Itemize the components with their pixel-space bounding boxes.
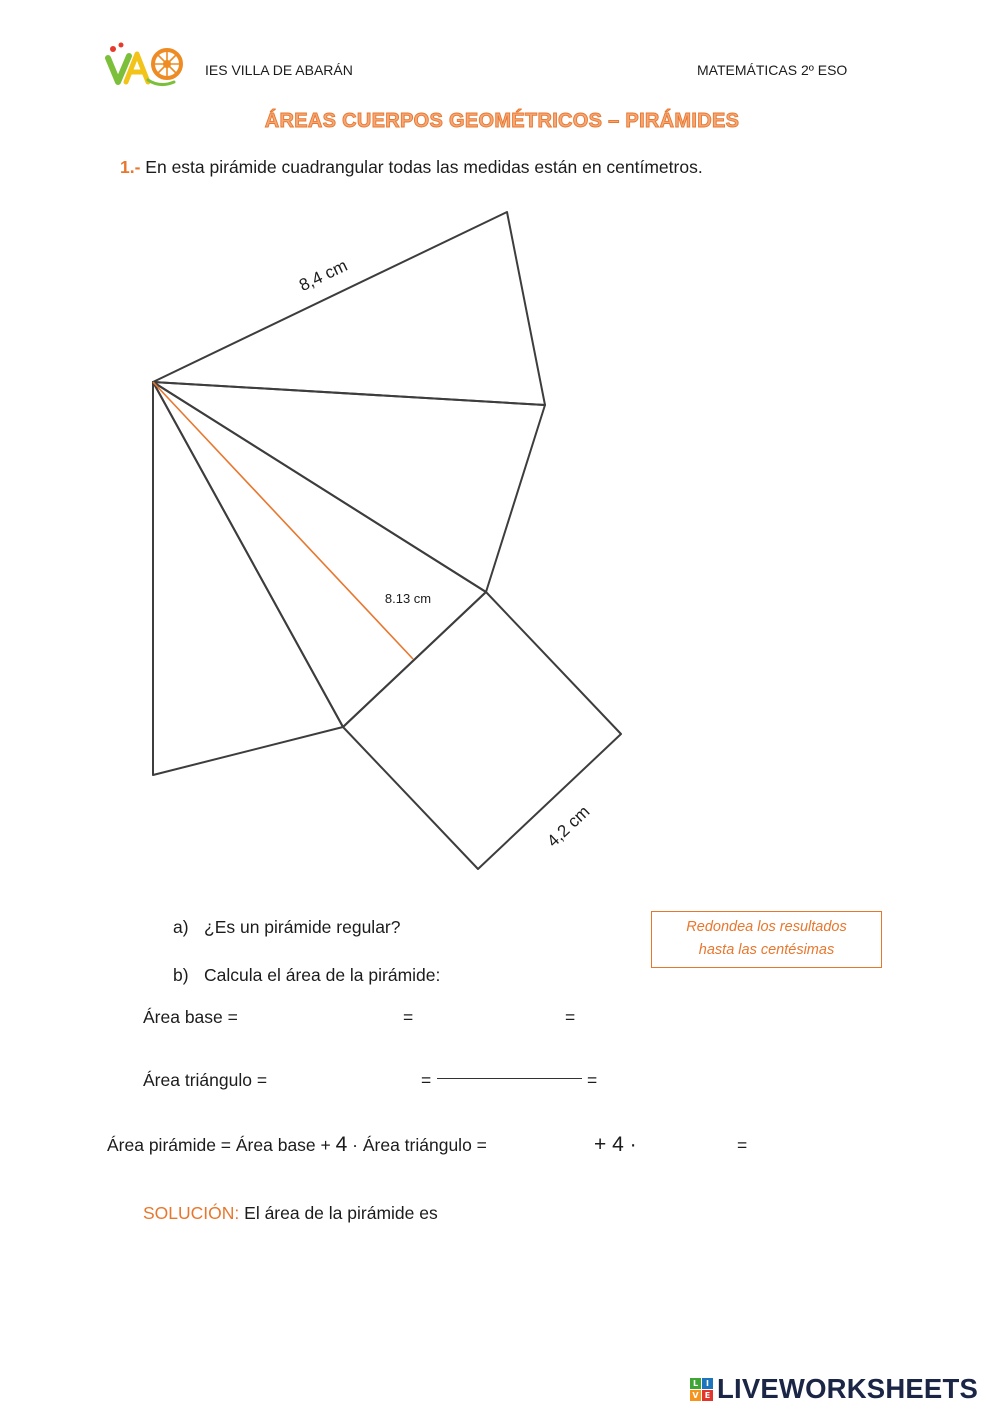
exercise-statement [120, 156, 703, 178]
subject-name: MATEMÁTICAS 2º ESO [697, 62, 848, 78]
icon-letter-v: V [690, 1390, 701, 1401]
exercise-text: En esta pirámide cuadrangular todas las medidas están en centímetros. [140, 157, 703, 177]
question-a-marker: a) [173, 917, 189, 937]
lateral-face-3 [153, 382, 486, 727]
exercise-number: 1.- [120, 157, 141, 177]
question-b-text: Calcula el área de la pirámide: [204, 965, 441, 985]
plus-sign: + [594, 1133, 613, 1156]
solution-label: SOLUCIÓN: [143, 1203, 240, 1223]
liveworksheets-logo[interactable] [690, 1372, 978, 1406]
area-pyramid-label-b: · Área triángulo = [347, 1135, 487, 1155]
area-base-equals-2: = [565, 1007, 576, 1027]
solution-text: El área de la pirámide es [239, 1203, 438, 1223]
liveworksheets-icon [690, 1378, 713, 1401]
area-pyramid-label-a: Área pirámide = Área base + [107, 1135, 336, 1155]
area-triangle-equals-2: = [587, 1070, 598, 1090]
lateral-face-1 [153, 212, 545, 405]
area-triangle-label: Área triángulo = [143, 1070, 268, 1090]
icon-letter-e: E [702, 1390, 713, 1401]
liveworksheets-brand: LIVEWORKSHEETS [717, 1373, 979, 1404]
lateral-edge-label: 8,4 cm [296, 255, 351, 296]
area-pyramid-equals: = [737, 1135, 748, 1155]
area-base-equals-1: = [403, 1007, 414, 1027]
fraction-bar [437, 1078, 582, 1079]
multiply-dot: · [623, 1133, 637, 1156]
area-pyramid-substitution [594, 1134, 637, 1156]
pyramid-net-diagram [0, 190, 700, 890]
school-logo-icon [104, 40, 186, 90]
area-base-label: Área base = [143, 1007, 238, 1027]
apothem-label: 8.13 cm [384, 591, 432, 606]
solution-line [143, 1202, 438, 1224]
icon-letter-i: I [702, 1378, 713, 1389]
area-pyramid-factor: 4 [335, 1133, 348, 1156]
question-a-text: ¿Es un pirámide regular? [204, 917, 401, 937]
school-name: IES VILLA DE ABARÁN [205, 62, 353, 78]
rounding-note-line1: Redondea los resultados [686, 919, 847, 935]
base-edge-label: 4,2 cm [543, 801, 594, 851]
question-b-marker: b) [173, 965, 189, 985]
factor-four: 4 [612, 1133, 624, 1156]
area-pyramid-formula [107, 1134, 487, 1156]
area-triangle-equals-1: = [421, 1070, 432, 1090]
rounding-note-line2: hasta las centésimas [698, 942, 835, 958]
icon-letter-l: L [690, 1378, 701, 1389]
page-title: ÁREAS CUERPOS GEOMÉTRICOS – PIRÁMIDES [264, 110, 740, 132]
rounding-note [651, 911, 882, 968]
